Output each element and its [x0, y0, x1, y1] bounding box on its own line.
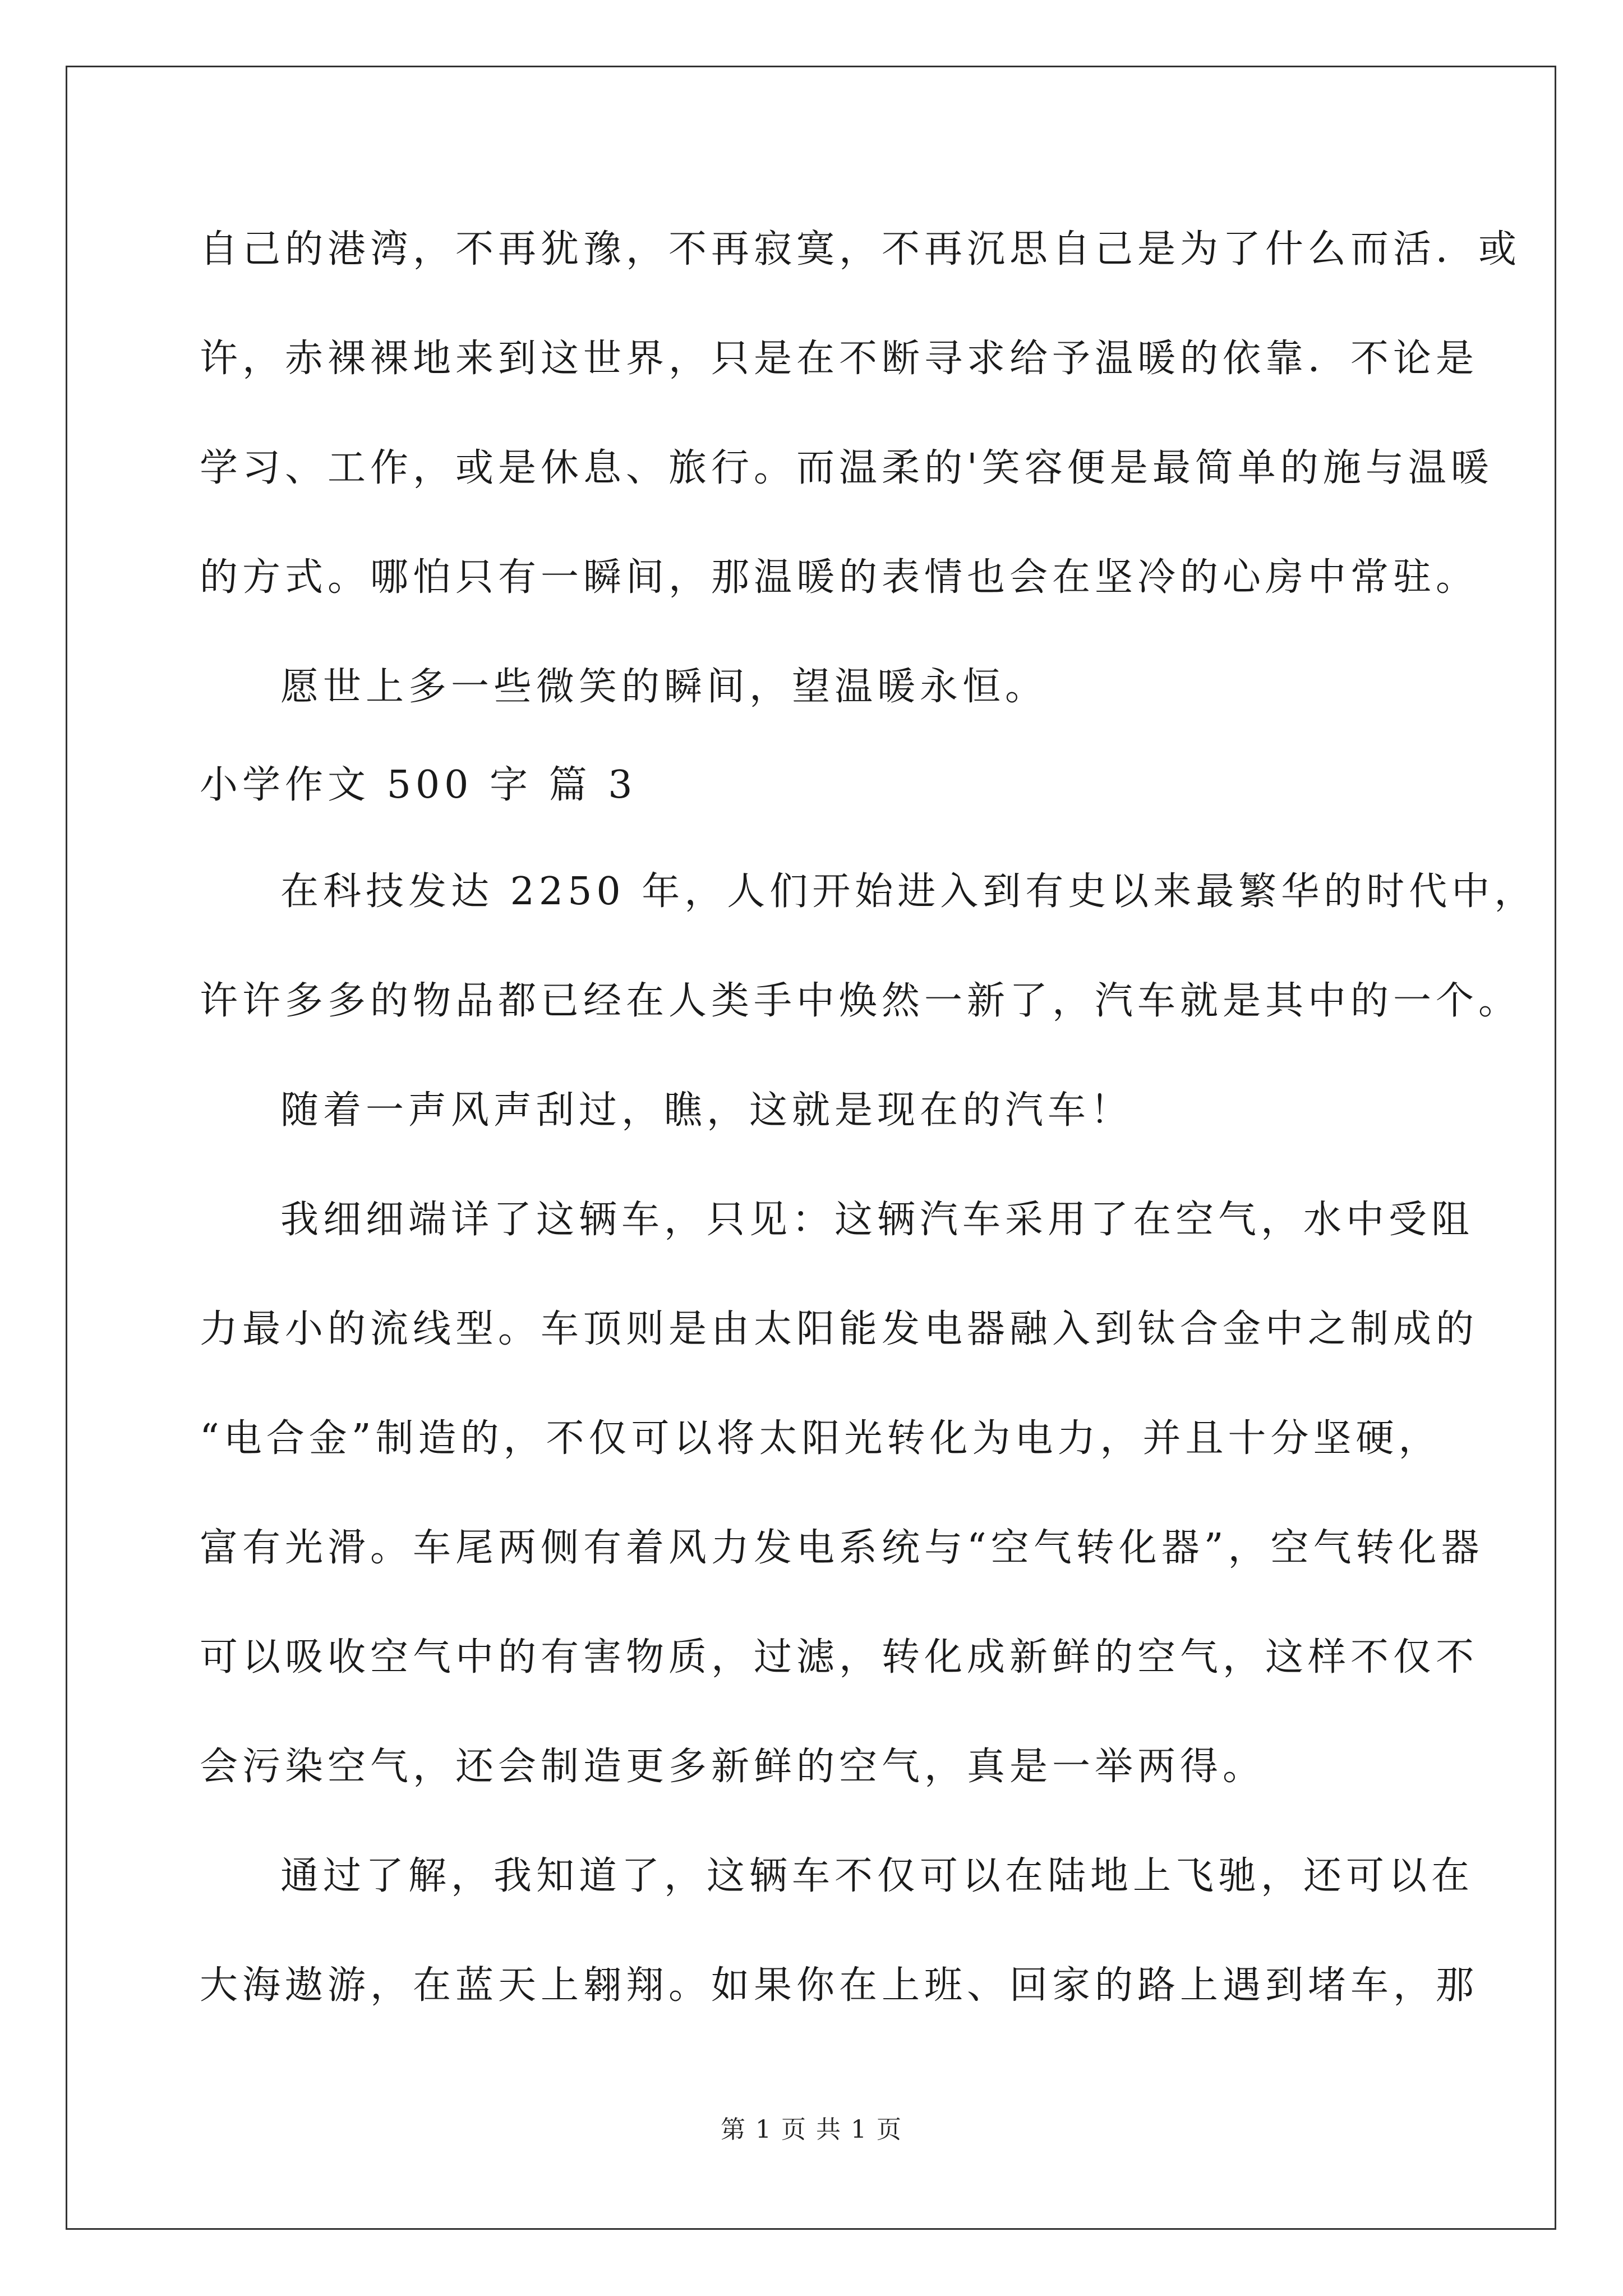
- section-heading: 小学作文 500 字 篇 3: [200, 763, 637, 807]
- text-line: 随着一声风声刮过，瞧，这就是现在的汽车！: [280, 1088, 1133, 1133]
- text-line: 许许多多的物品都已经在人类手中焕然一新了，汽车就是其中的一个。: [200, 979, 1521, 1023]
- page-number-footer: 第 1 页 共 1 页: [721, 2115, 902, 2144]
- text-line: 通过了解，我知道了，这辆车不仅可以在陆地上飞驰，还可以在: [280, 1854, 1474, 1898]
- text-line: 我细细端详了这辆车，只见：这辆汽车采用了在空气，水中受阻: [280, 1198, 1474, 1242]
- text-line: 自己的港湾，不再犹豫，不再寂寞，不再沉思自己是为了什么而活．或: [200, 227, 1521, 272]
- text-line: 富有光滑。车尾两侧有着风力发电系统与“空气转化器”，空气转化器: [200, 1526, 1484, 1570]
- text-line: 许，赤裸裸地来到这世界，只是在不断寻求给予温暖的依靠．不论是: [200, 337, 1479, 381]
- text-line: 力最小的流线型。车顶则是由太阳能发电器融入到钛合金中之制成的: [200, 1307, 1479, 1351]
- text-line: “电合金”制造的，不仅可以将太阳光转化为电力，并且十分坚硬，: [200, 1416, 1441, 1461]
- text-line: 学习、工作，或是休息、旅行。而温柔的'笑容便是最简单的施与温暖: [200, 446, 1493, 490]
- text-line: 会污染空气，还会制造更多新鲜的空气，真是一举两得。: [200, 1745, 1266, 1789]
- text-line: 的方式。哪怕只有一瞬间，那温暖的表情也会在坚冷的心房中常驻。: [200, 555, 1479, 600]
- text-line: 可以吸收空气中的有害物质，过滤，转化成新鲜的空气，这样不仅不: [200, 1635, 1479, 1680]
- page-border: [66, 66, 1556, 2230]
- text-line: 在科技发达 2250 年，人们开始进入到有史以来最繁华的时代中，: [280, 869, 1537, 914]
- text-line: 愿世上多一些微笑的瞬间，望温暖永恒。: [280, 665, 1048, 709]
- text-line: 大海遨游，在蓝天上翱翔。如果你在上班、回家的路上遇到堵车，那: [200, 1963, 1479, 2008]
